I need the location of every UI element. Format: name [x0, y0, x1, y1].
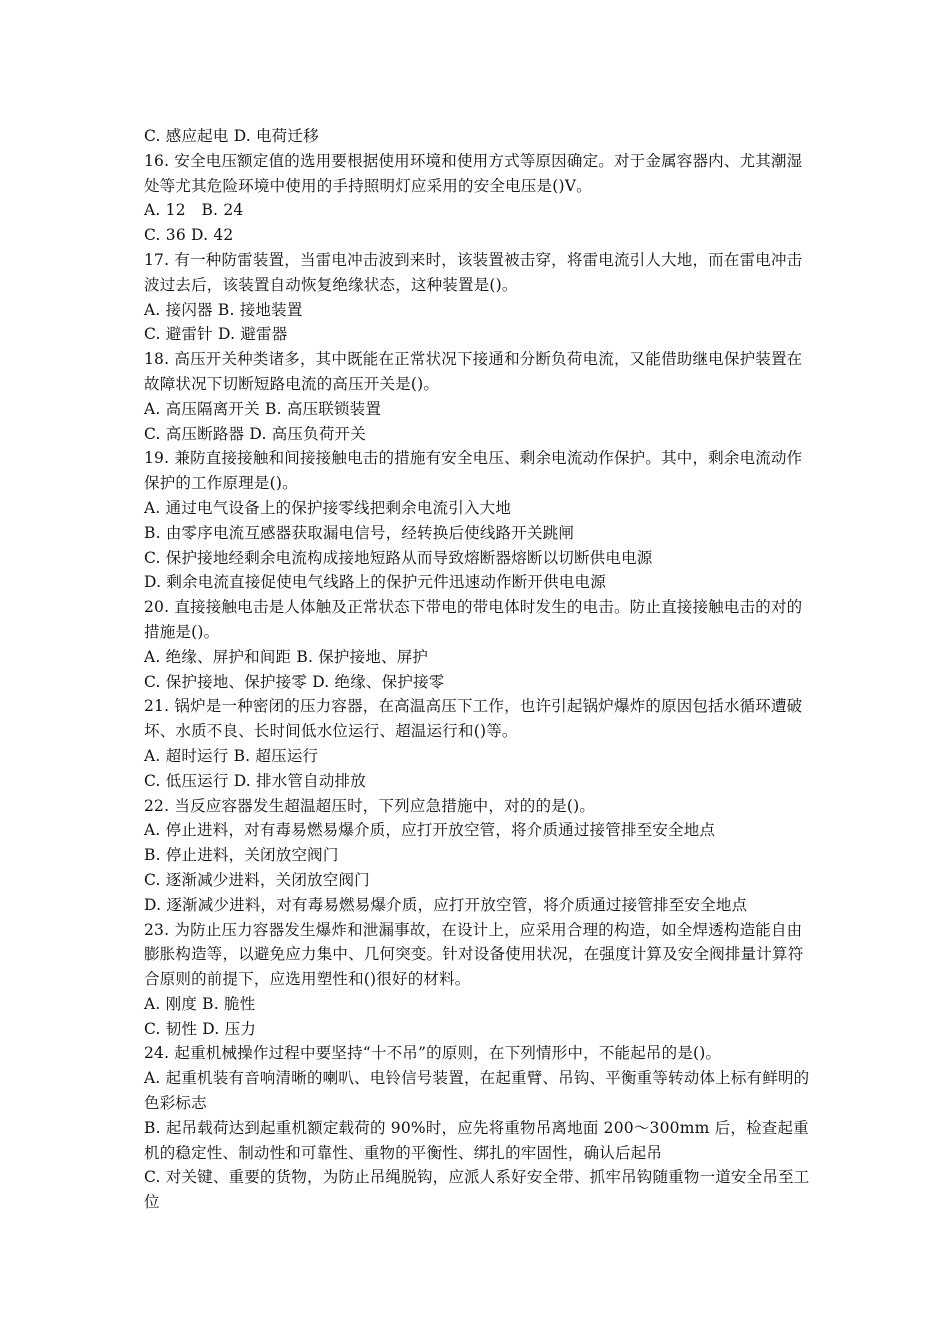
- option-line: A. 12 B. 24: [144, 201, 244, 220]
- option-line: D. 逐渐减少进料，对有毒易燃易爆介质，应打开放空管，将介质通过接管排至安全地点: [144, 895, 748, 914]
- option-line: C. 韧性 D. 压力: [144, 1019, 257, 1038]
- document-body: [144, 124, 812, 1215]
- question-23: 23. 为防止压力容器发生爆炸和泄漏事故，在设计上，应采用合理的构造，如全焊透构造能自由膨胀构造等，以避免应力集中、几何突变。针对设备使用状况，在强度计算及安全阀排量计算符合原则的前提下，应选用塑性和()很好的材料。: [144, 920, 804, 989]
- option-line: A. 停止进料，对有毒易燃易爆介质，应打开放空管，将介质通过接管排至安全地点: [144, 821, 716, 840]
- option-line: C. 保护接地经剩余电流构成接地短路从而导致熔断器熔断以切断供电电源: [144, 548, 653, 567]
- question-22: 22. 当反应容器发生超温超压时，下列应急措施中，对的的是()。: [144, 796, 596, 815]
- option-line: C. 保护接地、保护接零 D. 绝缘、保护接零: [144, 672, 445, 691]
- option-line: C. 低压运行 D. 排水管自动排放: [144, 771, 366, 790]
- question-19: 19. 兼防直接接触和间接接触电击的措施有安全电压、剩余电流动作保护。其中，剩余电流动作保护的工作原理是()。: [144, 449, 803, 493]
- option-line: C. 36 D. 42: [144, 226, 234, 245]
- option-line: C. 逐渐减少进料，关闭放空阀门: [144, 870, 370, 889]
- question-18: 18. 高压开关种类诸多，其中既能在正常状况下接通和分断负荷电流，又能借助继电保护装置在故障状况下切断短路电流的高压开关是()。: [144, 350, 803, 393]
- option-line: A. 绝缘、屏护和间距 B. 保护接地、屏护: [144, 647, 429, 666]
- option-line: B. 由零序电流互感器获取漏电信号，经转换后使线路开关跳闸: [144, 523, 575, 542]
- option-line: C. 高压断路器 D. 高压负荷开关: [144, 424, 366, 443]
- option-line: B. 停止进料，关闭放空阀门: [144, 846, 339, 865]
- question-21: 21. 锅炉是一种密闭的压力容器，在高温高压下工作，也许引起锅炉爆炸的原因包括水循环遭破坏、水质不良、长时间低水位运行、超温运行和()等。: [144, 697, 803, 741]
- option-line: C. 感应起电 D. 电荷迁移: [144, 127, 319, 145]
- option-line: A. 接闪器 B. 接地装置: [144, 300, 303, 319]
- option-line: D. 剩余电流直接促使电气线路上的保护元件迅速动作断开供电电源: [144, 573, 606, 592]
- question-16: 16. 安全电压额定值的选用要根据使用环境和使用方式等原因确定。对于金属容器内、尤其潮湿处等尤其危险环境中使用的手持照明灯应采用的安全电压是()V。: [144, 151, 803, 195]
- option-line: B. 起吊载荷达到起重机额定载荷的 90%时，应先将重物吊离地面 200～300mm 后，检查起重机的稳定性、制动性和可靠性、重物的平衡性、绑扎的牢固性，确认后起吊: [144, 1118, 809, 1162]
- question-17: 17. 有一种防雷装置，当雷电冲击波到来时，该装置被击穿，将雷电流引人大地，而在雷电冲击波过去后，该装置自动恢复绝缘状态，这种装置是()。: [144, 250, 803, 294]
- option-line: C. 对关键、重要的货物，为防止吊绳脱钩，应派人系好安全带、抓牢吊钩随重物一道安全吊至工位: [144, 1168, 810, 1212]
- option-line: A. 超时运行 B. 超压运行: [144, 746, 319, 765]
- option-line: A. 刚度 B. 脆性: [144, 994, 256, 1013]
- option-line: A. 起重机装有音响清晰的喇叭、电铃信号装置，在起重臂、吊钩、平衡重等转动体上标有鲜明的色彩标志: [144, 1069, 810, 1113]
- option-line: A. 通过电气设备上的保护接零线把剩余电流引入大地: [144, 498, 512, 517]
- question-24: 24. 起重机械操作过程中要坚持“十不吊”的原则，在下列情形中，不能起吊的是()。: [144, 1044, 722, 1063]
- option-line: C. 避雷针 D. 避雷器: [144, 325, 288, 344]
- question-20: 20. 直接接触电击是人体触及正常状态下带电的带电体时发生的电击。防止直接接触电击的对的措施是()。: [144, 598, 803, 641]
- option-line: A. 高压隔离开关 B. 高压联锁装置: [144, 399, 382, 418]
